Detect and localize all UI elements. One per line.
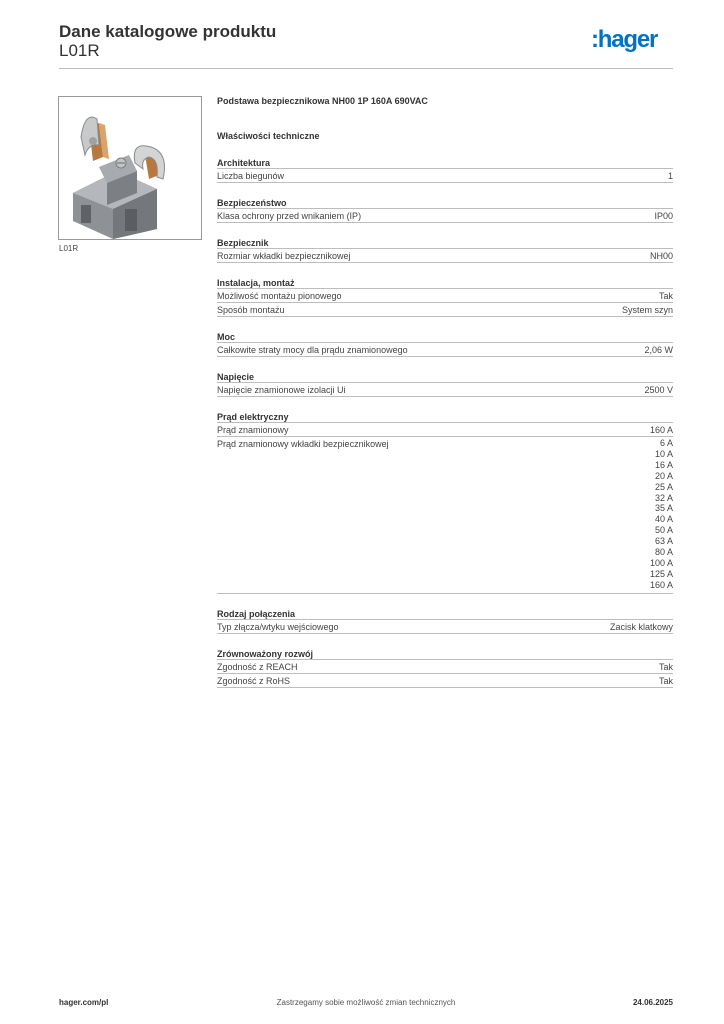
spec-value-item: 10 A — [654, 448, 673, 459]
spec-label: Klasa ochrony przed wnikaniem (IP) — [217, 211, 362, 221]
spec-value: IP00 — [654, 211, 673, 221]
spec-group-installation — [217, 277, 673, 317]
spec-label: Napięcie znamionowe izolacji Ui — [217, 385, 346, 395]
spec-group-title: Napięcie — [217, 371, 673, 383]
spec-value-item: 80 A — [654, 547, 673, 558]
spec-group-sustainability — [217, 648, 673, 688]
footer-disclaimer: Zastrzegamy sobie możliwość zmian technicznych — [276, 998, 456, 1007]
svg-text::hager: :hager — [591, 27, 658, 53]
header-divider — [59, 68, 673, 69]
spec-label: Zgodność z REACH — [217, 661, 298, 672]
spec-row — [217, 620, 673, 634]
product-name: Podstawa bezpiecznikowa NH00 1P 160A 690VAC — [217, 96, 428, 106]
spec-label: Liczba biegunów — [217, 171, 285, 181]
spec-value-item: 40 A — [654, 514, 673, 525]
spec-value-item: 35 A — [654, 503, 673, 514]
section-title: Właściwości techniczne — [217, 131, 320, 141]
spec-row — [217, 343, 673, 357]
spec-group-connection — [217, 608, 673, 634]
hager-logo — [591, 27, 673, 53]
spec-row — [217, 209, 673, 223]
spec-value: System szyn — [621, 305, 673, 315]
spec-label: Prąd znamionowy — [217, 425, 289, 435]
spec-value: 2,06 W — [644, 345, 673, 355]
spec-row — [217, 289, 673, 303]
spec-group-title: Bezpieczeństwo — [217, 197, 673, 209]
spec-value: Tak — [658, 291, 673, 301]
spec-group-safety — [217, 197, 673, 223]
spec-row — [217, 249, 673, 263]
spec-row — [217, 437, 673, 594]
spec-group-power — [217, 331, 673, 357]
spec-label: Sposób montażu — [217, 305, 285, 315]
spec-group-title: Moc — [217, 331, 673, 343]
spec-group-title: Prąd elektryczny — [217, 411, 673, 423]
spec-label: Zgodność z RoHS — [217, 675, 291, 686]
spec-value-item: 160 A — [649, 579, 673, 590]
document-title: Dane katalogowe produktu — [59, 22, 277, 41]
fuse-base-illustration — [59, 97, 201, 239]
spec-row — [217, 169, 673, 183]
spec-group-architecture — [217, 157, 673, 183]
spec-label: Rozmiar wkładki bezpiecznikowej — [217, 251, 351, 261]
document-header — [59, 22, 673, 70]
spec-row — [217, 383, 673, 397]
spec-value: Zacisk klatkowy — [609, 621, 673, 632]
spec-value-item: 6 A — [659, 438, 673, 448]
spec-label: Prąd znamionowy wkładki bezpiecznikowej — [217, 439, 389, 449]
footer-website-link[interactable]: hager.com/pl — [59, 998, 109, 1007]
spec-value-item: 125 A — [649, 568, 673, 579]
spec-group-title: Architektura — [217, 157, 673, 169]
spec-value-item: 100 A — [649, 557, 673, 568]
spec-row — [217, 660, 673, 674]
spec-label: Typ złącza/wtyku wejściowego — [217, 621, 339, 632]
spec-value-item: 16 A — [654, 459, 673, 470]
spec-value-item: 32 A — [654, 492, 673, 503]
spec-value: 2500 V — [644, 385, 673, 395]
spec-row — [217, 674, 673, 688]
spec-value-item: 50 A — [654, 525, 673, 536]
spec-group-voltage — [217, 371, 673, 397]
spec-row — [217, 423, 673, 437]
spec-value-item: 63 A — [654, 536, 673, 547]
spec-group-title: Bezpiecznik — [217, 237, 673, 249]
spec-value-item: 25 A — [654, 481, 673, 492]
product-details — [217, 96, 673, 688]
spec-label: Możliwość montażu pionowego — [217, 291, 342, 301]
product-image — [58, 96, 202, 240]
product-code: L01R — [59, 41, 100, 60]
spec-value-item: 20 A — [654, 470, 673, 481]
spec-group-current — [217, 411, 673, 594]
spec-group-title: Instalacja, montaż — [217, 277, 673, 289]
spec-value: NH00 — [649, 251, 673, 261]
spec-value: 160 A — [649, 425, 673, 435]
spec-row — [217, 303, 673, 317]
image-caption: L01R — [59, 244, 79, 253]
document-footer — [59, 998, 673, 1010]
spec-group-fuse — [217, 237, 673, 263]
spec-value: Tak — [658, 661, 673, 672]
spec-value-list — [650, 438, 673, 593]
footer-date: 24.06.2025 — [632, 998, 673, 1007]
spec-value: 1 — [667, 171, 673, 181]
spec-group-title: Zrównoważony rozwój — [217, 648, 673, 660]
spec-label: Całkowite straty mocy dla prądu znamionowego — [217, 345, 408, 355]
spec-value: Tak — [658, 675, 673, 686]
spec-group-title: Rodzaj połączenia — [217, 608, 673, 620]
